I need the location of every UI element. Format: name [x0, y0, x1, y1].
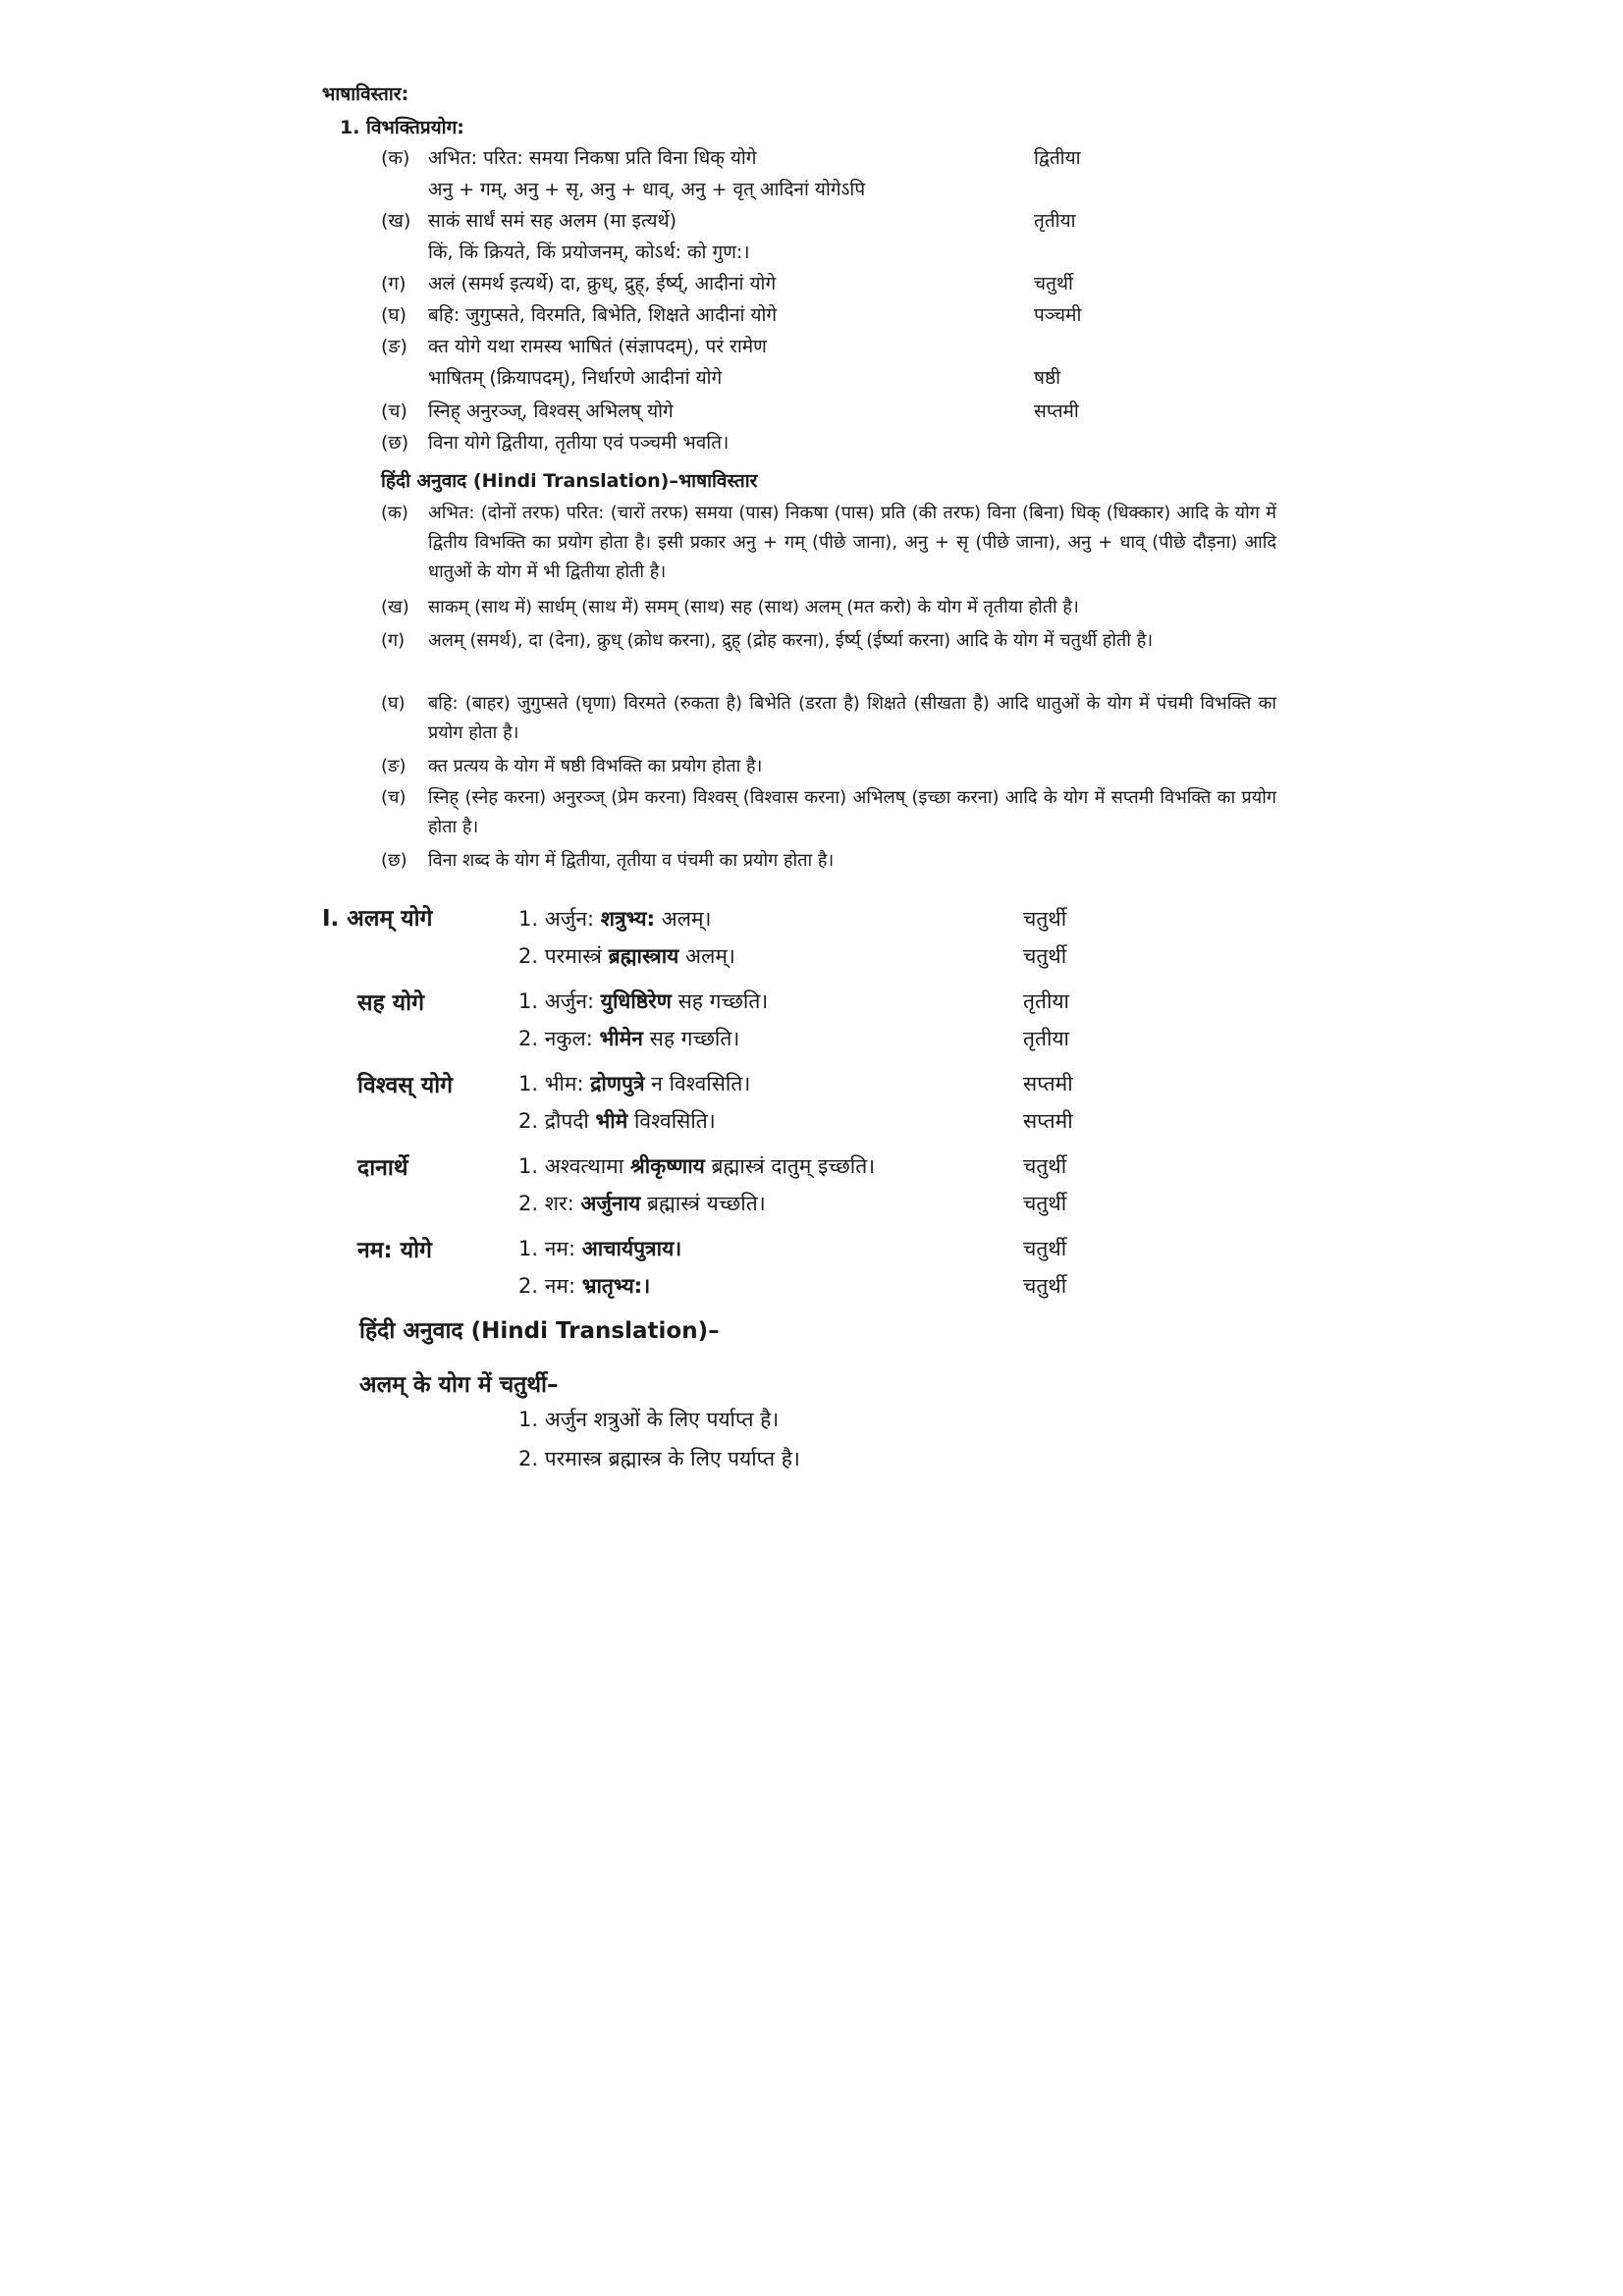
example-num: 2. [518, 1027, 539, 1050]
example-num: 1. [518, 989, 539, 1013]
example-post: अलम्। [685, 944, 735, 968]
example-line [518, 1025, 739, 1052]
translation-para [381, 593, 1276, 622]
example-case: चतुर्थी [1023, 1154, 1067, 1178]
rule-text: अलं (समर्थ इत्यर्थे) दा, क्रुध्, द्रुह्, ईर्ष्य्, आदीनां योगे [428, 273, 777, 294]
rule-text: बहि: जुगुप्सते, विरमति, बिभेति, शिक्षते आदीनां योगे [428, 304, 778, 326]
para-label: (ग) [381, 630, 406, 651]
example-bold: आचार्यपुत्राय। [581, 1237, 682, 1260]
para-text: स्निह् (स्नेह करना) अनुरञ्ज् (प्रेम करना) विश्वस् (विश्वास करना) अभिलष् (इच्छा करना) आदि के योग में सप्तमी विभक्ति का प्रयोग होता है। [428, 787, 1276, 837]
translation-para [381, 689, 1276, 743]
para-text: क्त प्रत्यय के योग में षष्ठी विभक्ति का प्रयोग होता है। [428, 756, 763, 776]
rule-label: (छ) [381, 432, 409, 454]
para-label: (क) [381, 503, 408, 523]
rule-row [381, 332, 1304, 361]
alam-heading: अलम् के योग में चतुर्थी– [359, 1372, 559, 1398]
example-post: विश्वसिति। [633, 1109, 716, 1133]
rule-row [381, 397, 1304, 426]
example-bold: शत्रुभ्य: [600, 907, 655, 931]
example-case: तृतीया [1023, 989, 1069, 1013]
rule-text: भाषितम् (क्रियापदम्), निर्धारणे आदीनां योगे [428, 367, 723, 389]
example-num: 2. [518, 1192, 539, 1215]
example-bold: ब्रह्मास्त्राय [608, 944, 679, 968]
section-heading: भाषाविस्तार: [322, 83, 409, 105]
translation-para [381, 783, 1276, 837]
rule-text: स्निह् अनुरञ्ज्, विश्वस् अभिलष् योगे [428, 400, 674, 422]
example-bold: अर्जुनाय [580, 1192, 641, 1215]
example-case: चतुर्थी [1023, 1192, 1067, 1215]
example-num: 2. [518, 1274, 539, 1298]
example-case: तृतीया [1023, 1027, 1069, 1050]
rule-text: अभित: परित: समया निकषा प्रति विना धिक् योगे [428, 147, 757, 169]
example-post: ब्रह्मास्त्रं यच्छति। [646, 1192, 766, 1215]
translation-para [381, 626, 1276, 656]
example-num: 1. [518, 1154, 539, 1178]
example-bold: भीमे [595, 1109, 628, 1133]
para-label: (च) [381, 787, 406, 808]
para-label: (ङ) [381, 756, 406, 776]
example-pre: अर्जुन: [544, 907, 595, 931]
rule-case: द्वितीया [1034, 147, 1081, 169]
rule-text: क्त योगे यथा रामस्य भाषितं (संज्ञापदम्), परं रामेण [428, 336, 767, 357]
rule-text: साकं सार्धं समं सह अलम (मा इत्यर्थे) [428, 210, 677, 232]
example-case: चतुर्थी [1023, 944, 1067, 968]
example-line [518, 942, 735, 970]
example-num: 2. [518, 944, 539, 968]
example-case: सप्तमी [1023, 1072, 1073, 1095]
rule-case: तृतीया [1034, 210, 1076, 232]
example-pre: नकुल: [544, 1027, 593, 1050]
example-post: सह गच्छति। [677, 989, 769, 1013]
rule-case: पञ्चमी [1034, 304, 1082, 326]
rule-row [428, 363, 1351, 393]
example-bold: भ्रातृभ्य:। [581, 1274, 651, 1298]
rule-label: (घ) [381, 304, 407, 326]
example-group-label: विश्वस् योगे [357, 1073, 454, 1098]
example-line [518, 1070, 750, 1097]
translation-heading-2: हिंदी अनुवाद (Hindi Translation)– [359, 1318, 720, 1344]
translation-para [381, 846, 1276, 876]
rule-continuation: अनु + गम्, अनु + सृ, अनु + धाव्, अनु + वृत् आदिनां योगेऽपि [428, 179, 866, 200]
example-group-label: दानार्थे [357, 1155, 408, 1181]
translation-heading: हिंदी अनुवाद (Hindi Translation)–भाषाविस्तार [381, 470, 758, 492]
example-num: 2. [518, 1109, 539, 1133]
subsection-heading: 1. विभक्तिप्रयोग: [340, 117, 464, 138]
rule-row [381, 300, 1304, 330]
example-num: 1. [518, 1072, 539, 1095]
example-post: अलम्। [661, 907, 712, 931]
example-pre: शर: [544, 1192, 574, 1215]
example-bold: द्रोणपुत्रे [590, 1072, 645, 1095]
example-pre: भीम: [544, 1072, 584, 1095]
example-pre: नम: [544, 1274, 576, 1298]
example-group-label: नम: योगे [357, 1238, 432, 1263]
example-post: न विश्वसिति। [651, 1072, 751, 1095]
example-line [518, 1190, 766, 1217]
example-pre: द्रौपदी [544, 1109, 589, 1133]
example-line [518, 905, 711, 933]
example-group-label: I. अलम् योगे [322, 906, 433, 932]
example-line [518, 1107, 716, 1135]
translation-para [381, 499, 1276, 582]
rule-text: विना योगे द्वितीया, तृतीया एवं पञ्चमी भवति। [428, 432, 730, 454]
para-text: साकम् (साथ में) सार्धम् (साथ में) समम् (साथ) सह (साथ) अलम् (मत करो) के योग में तृतीया होती है। [428, 597, 1079, 617]
para-text: अभित: (दोनों तरफ) परित: (चारों तरफ) समया (पास) निकषा (पास) प्रति (की तरफ) विना (बिना) धिक् (धिक्कार) आदि के योग में द्वितीय विभक्ति का प्रयोग होता है। इसी प्रकार अनु + गम् (पीछे जाना), अनु + सृ (पीछे जाना), अनु + धाव् (पीछे दौड़ना) आदि धातुओं के योग में भी द्वितीया होती है। [428, 503, 1276, 582]
rule-case: चतुर्थी [1034, 273, 1073, 294]
rule-label: (ङ) [381, 336, 407, 357]
example-case: चतुर्थी [1023, 1274, 1067, 1298]
example-line [518, 988, 768, 1015]
rule-continuation: किं, किं क्रियते, किं प्रयोजनम्, कोऽर्थ: को गुण:। [428, 241, 750, 263]
example-group-label: सह योगे [357, 990, 425, 1016]
example-bold: युधिष्ठिरेण [600, 989, 672, 1013]
rule-label: (क) [381, 147, 410, 169]
example-pre: परमास्त्रं [544, 944, 603, 968]
example-case: चतुर्थी [1023, 1237, 1067, 1260]
rule-case: सप्तमी [1034, 400, 1079, 422]
translation-line: 2. परमास्त्र ब्रह्मास्त्र के लिए पर्याप्त है। [518, 1447, 800, 1470]
rule-row [381, 269, 1304, 298]
example-line [518, 1272, 650, 1300]
para-label: (ख) [381, 597, 409, 617]
example-post: सह गच्छति। [649, 1027, 740, 1050]
example-bold: श्रीकृष्णाय [629, 1154, 705, 1178]
rule-label: (ग) [381, 273, 406, 294]
para-label: (छ) [381, 850, 407, 871]
example-case: चतुर्थी [1023, 907, 1067, 931]
translation-line: 1. अर्जुन शत्रुओं के लिए पर्याप्त है। [518, 1408, 780, 1431]
example-post: ब्रह्मास्त्रं दातुम् इच्छति। [711, 1154, 876, 1178]
para-label: (घ) [381, 693, 406, 714]
rule-case: षष्ठी [1034, 367, 1061, 389]
rule-row [381, 428, 1304, 457]
example-num: 1. [518, 1237, 539, 1260]
rule-row [381, 143, 1304, 173]
example-line [518, 1235, 681, 1262]
example-pre: अर्जुन: [544, 989, 595, 1013]
example-num: 1. [518, 907, 539, 931]
rule-label: (ख) [381, 210, 411, 232]
rule-label: (च) [381, 400, 407, 422]
para-text: विना शब्द के योग में द्वितीया, तृतीया व पंचमी का प्रयोग होता है। [428, 850, 835, 871]
example-pre: नम: [544, 1237, 576, 1260]
example-case: सप्तमी [1023, 1109, 1073, 1133]
example-bold: भीमेन [599, 1027, 643, 1050]
example-pre: अश्वत्थामा [544, 1154, 624, 1178]
translation-para [381, 752, 1276, 781]
para-text: अलम् (समर्थ), दा (देना), क्रुध् (क्रोध करना), द्रुह् (द्रोह करना), ईर्ष्य् (ईर्ष्या करना) आदि के योग में चतुर्थी होती है। [428, 630, 1154, 651]
rule-row [381, 206, 1304, 236]
example-line [518, 1152, 875, 1180]
para-text: बहि: (बाहर) जुगुप्सते (घृणा) विरमते (रुकता है) बिभेति (डरता है) शिक्षते (सीखता है) आदि धातुओं के योग में पंचमी विभक्ति का प्रयोग होता है। [428, 693, 1276, 743]
